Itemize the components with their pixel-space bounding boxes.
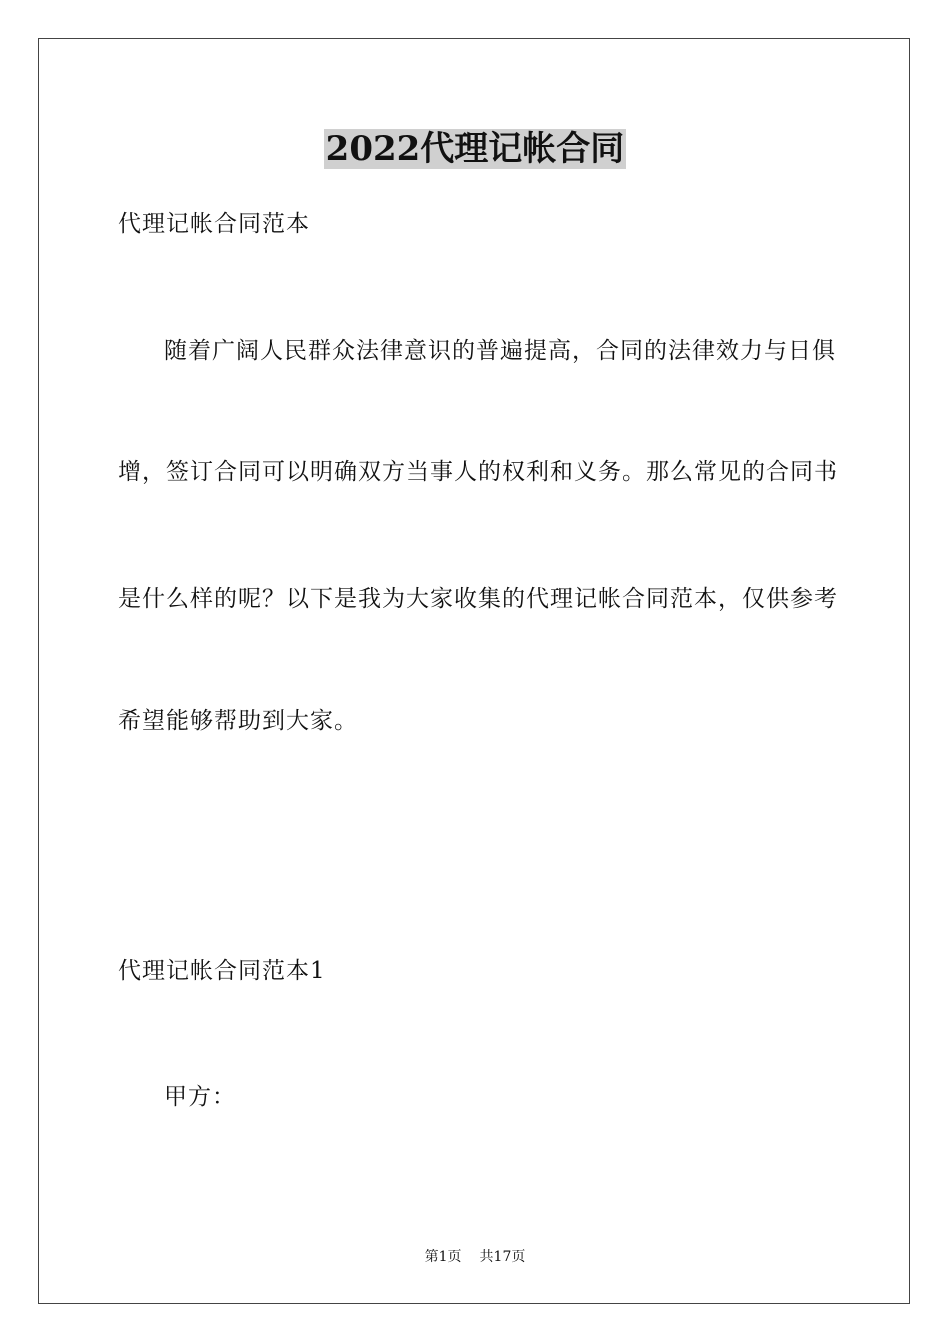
section-heading: 代理记帐合同范本1 [118, 958, 326, 984]
paragraph-line-2: 增，签订合同可以明确双方当事人的权利和义务。那么常见的合同书 [118, 459, 838, 485]
paragraph-line-4: 希望能够帮助到大家。 [118, 708, 358, 734]
page-total: 共17页 [479, 1249, 526, 1265]
paragraph-line-1: 随着广阔人民群众法律意识的普遍提高，合同的法律效力与日俱 [164, 338, 836, 364]
page-number: 第1页 [424, 1249, 462, 1265]
document-title-text: 2022代理记帐合同 [325, 129, 625, 169]
document-subtitle: 代理记帐合同范本 [118, 211, 310, 237]
page-footer [0, 1247, 950, 1267]
party-a-label: 甲方： [164, 1084, 236, 1110]
paragraph-line-3: 是什么样的呢？以下是我为大家收集的代理记帐合同范本，仅供参考 [118, 586, 838, 612]
document-title [0, 126, 950, 172]
